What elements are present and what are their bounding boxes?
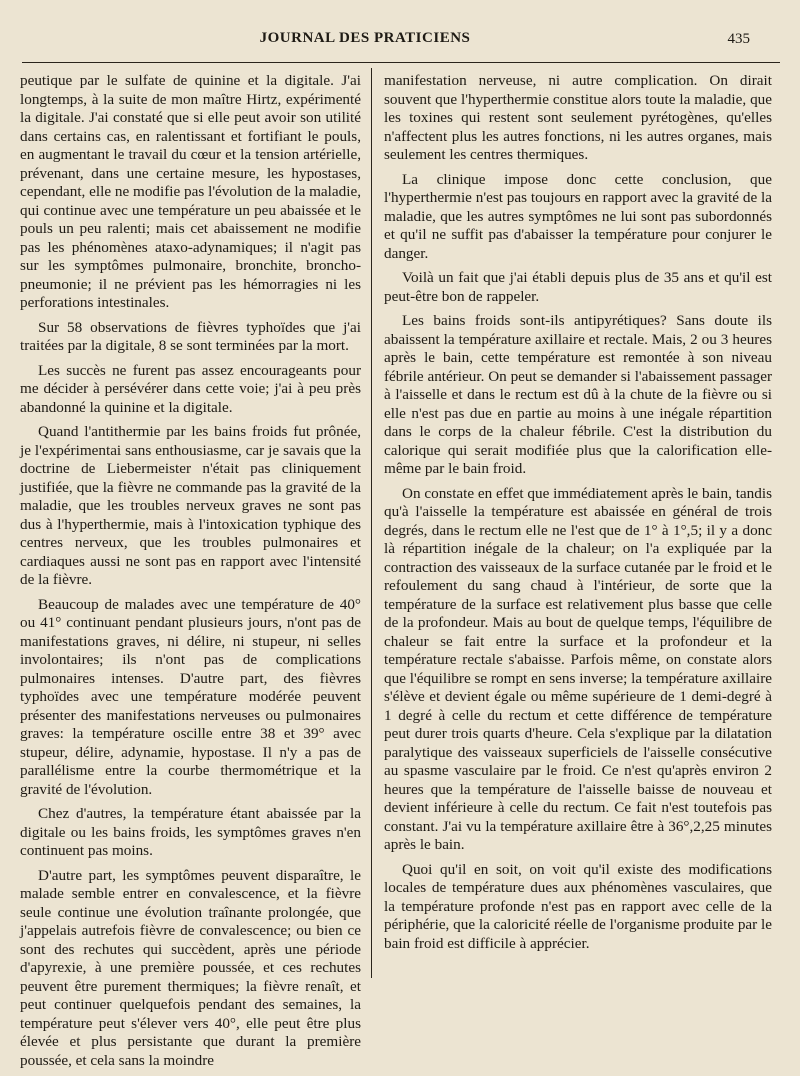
paragraph: Quoi qu'il en soit, on voit qu'il existe des modifications locales de température dues aux phénomènes vasculaires, que la température profonde n'est pas en rapport avec celle de la périphérie, que la caloricité réelle de l'organisme produite par le bain froid est difficile à apprécier.	[384, 860, 772, 952]
running-title: JOURNAL DES PRATICIENS	[259, 30, 471, 46]
paragraph: peutique par le sulfate de quinine et la digitale. J'ai longtemps, à la suite de mon maître Hirtz, expérimenté la digitale. J'ai constaté que si elle peut avoir son utilité dans certains cas, en ralentissant et fortifiant le pouls, en augmentant le travail du cœur et la tension artérielle, prévenant, dans une certaine mesure, les hypostases, cependant, elle ne modifie pas l'évolution de la maladie, qui continue avec une température un peu abaissée et le pouls un peu ralenti; mais cet abaissement ne modifie pas les phénomènes ataxo-adynamiques; il n'agit pas sur les symptômes pulmonaire, bronchite, broncho-pneumonie; il ne prévient pas les hémorragies ni les perforations intestinales.	[20, 72, 361, 311]
paragraph: Chez d'autres, la température étant abaissée par la digitale ou les bains froids, les symptômes graves n'en continuent pas moins.	[20, 805, 361, 859]
paragraph: Beaucoup de malades avec une température de 40° ou 41° continuant pendant plusieurs jours, n'ont pas de manifestations graves, ni délire, ni stupeur, ni selles involontaires; ils n'ont pas de complications pulmonaires intenses. D'autre part, des fièvres typhoïdes avec une température modérée peuvent présenter des manifestations nerveuses ou pulmonaires graves: la température oscille entre 38 et 39° avec stupeur, délire, adynamie, hypostase. Il n'y a pas de parallélisme entre la courbe thermométrique et la gravité de l'évolution.	[20, 595, 361, 798]
paragraph: Les succès ne furent pas assez encourageants pour me décider à persévérer dans cette voie; j'ai à peu près abandonné la quinine et la digitale.	[20, 361, 361, 416]
paragraph: Les bains froids sont-ils antipyrétiques? Sans doute ils abaissent la température axillaire et rectale. Mais, 2 ou 3 heures après le bain, cette température est remontée à son niveau fébrile antérieur. On peut se demander si l'abaissement passager à l'aisselle et dans le rectum est dû à la chute de la fièvre ou si elle n'est pas due en partie au moins à une inégale répartition dans le corps de la chaleur fébrile. C'est la distribution du calorique qui serait modifiée plus que la calorification elle-même par le bain froid.	[384, 312, 772, 477]
paragraph: Voilà un fait que j'ai établi depuis plus de 35 ans et qu'il est peut-être bon de rappeler.	[384, 269, 772, 305]
page-header	[0, 30, 800, 54]
paragraph: On constate en effet que immédiatement après le bain, tandis qu'à l'aisselle la température est abaissée en général de trois degrés, dans le rectum elle ne l'est que de 1° à 1°,5; il y a donc là répartition inégale de la chaleur; on l'a expliquée par la contraction des vaisseaux de la surface cutanée par le froid et le refoulement du sang chaud à l'intérieur, de sorte que la température de la surface est relativement plus basse que celle de la profondeur. Mais au bout de quelque temps, l'équilibre de chaleur se fait entre la surface et la profondeur et la température rectale s'abaisse. Parfois même, on constate alors que l'équilibre se rompt en sens inverse; la température axillaire s'élève et devient égale ou même supérieure de 1 demi-degré à 1 degré à celle du rectum et cette différence de température peut durer trois quarts d'heure. Cela s'explique par la dilatation paralytique des vaisseaux superficiels de l'aisselle consécutive au spasme vasculaire par le froid. Ce n'est qu'après environ 2 heures que la température de l'aisselle baisse de nouveau et devient inférieure à celle du rectum. Ce fait n'est toutefois pas constant. J'ai vu la température axillaire être à 36°,2,25 minutes après le bain.	[384, 484, 772, 853]
paragraph: Quand l'antithermie par les bains froids fut prônée, je l'expérimentai sans enthousiasme, car je savais que la doctrine de Liebermeister n'était pas cliniquement justifiée, que la fièvre ne commande pas la gravité de la maladie, que les troubles nerveux graves ne sont pas dus à l'hyperthermie, mais à l'intoxication typhique des centres nerveux, que les troubles pulmonaires et cardiaques aussi ne sont pas en rapport avec l'intensité de la fièvre.	[20, 423, 361, 588]
column-divider	[371, 68, 372, 978]
paragraph: Sur 58 observations de fièvres typhoïdes que j'ai traitées par la digitale, 8 se sont terminées par la mort.	[20, 318, 361, 354]
paragraph: manifestation nerveuse, ni autre complication. On dirait souvent que l'hyperthermie constitue alors toute la maladie, que les toxines qui restent sont seulement pyrétogènes, qu'elles n'affectent plus les autres fonctions, ni les autres organes, mais seulement les centres thermiques.	[384, 72, 772, 163]
paragraph: D'autre part, les symptômes peuvent disparaître, le malade semble entrer en convalescence, et la fièvre seule continue une évolution traînante prolongée, que j'appelais autrefois fièvre de convalescence; ou bien ce sont des rechutes qui succèdent, après une période d'apyrexie, à une première poussée, et ces rechutes peuvent être purement thermiques; la fièvre renaît, et peut continuer quelquefois pendant des semaines, la température peut s'élever vers 40°, elle peut être plus élevée et plus persistante que durant la première poussée, et cela sans la moindre	[20, 866, 361, 1069]
left-column	[20, 72, 361, 1076]
page-number: 435	[727, 31, 750, 47]
paragraph: La clinique impose donc cette conclusion, que l'hyperthermie n'est pas toujours en rapport avec la gravité de la maladie, que les autres symptômes ne lui sont pas subordonnés et qu'il ne suffit pas d'abaisser la température pour conjurer le danger.	[384, 170, 772, 262]
right-column	[384, 72, 772, 959]
header-rule	[22, 62, 780, 63]
